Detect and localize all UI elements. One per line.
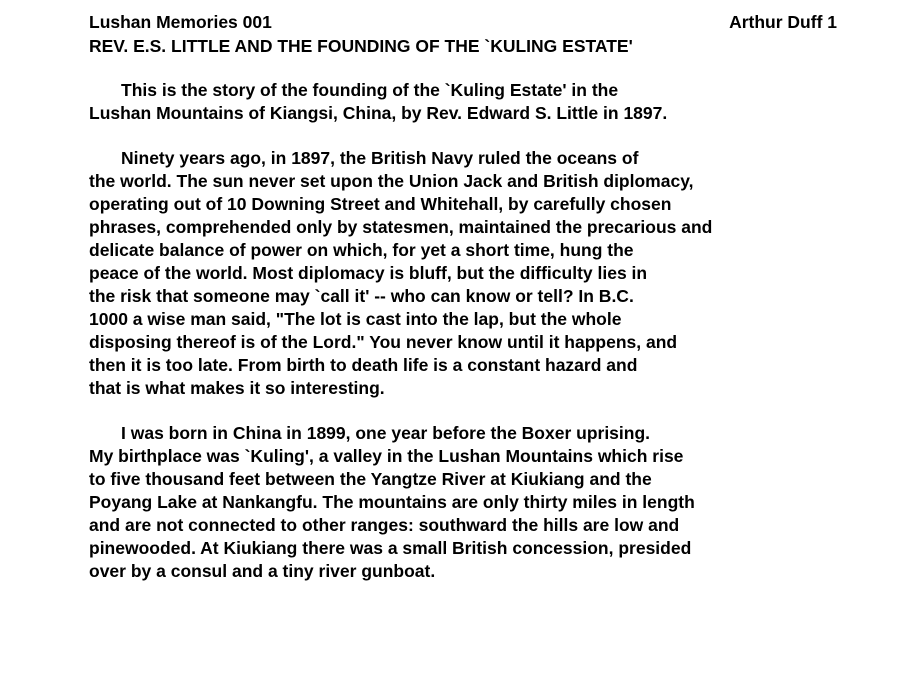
text-line: the world. The sun never set upon the Union Jack and British diplomacy, [89, 171, 694, 191]
text-line: I was born in China in 1899, one year before the Boxer uprising. [121, 423, 651, 443]
text-line: Ninety years ago, in 1897, the British Navy ruled the oceans of [121, 148, 639, 168]
document-title: REV. E.S. LITTLE AND THE FOUNDING OF THE `KULING ESTATE' [89, 36, 633, 56]
text-line: pinewooded. At Kiukiang there was a small British concession, presided [89, 538, 692, 558]
text-line: over by a consul and a tiny river gunboat. [89, 561, 436, 581]
text-line: peace of the world. Most diplomacy is bluff, but the difficulty lies in [89, 263, 648, 283]
text-line: to five thousand feet between the Yangtze River at Kiukiang and the [89, 469, 652, 489]
text-line: operating out of 10 Downing Street and Whitehall, by carefully chosen [89, 194, 672, 214]
paragraph-history [89, 147, 712, 400]
text-line: My birthplace was `Kuling', a valley in the Lushan Mountains which rise [89, 446, 684, 466]
text-line: and are not connected to other ranges: southward the hills are low and [89, 515, 680, 535]
text-line: that is what makes it so interesting. [89, 378, 385, 398]
text-line: This is the story of the founding of the `Kuling Estate' in the [121, 80, 619, 100]
text-line: phrases, comprehended only by statesmen, maintained the precarious and [89, 217, 713, 237]
text-line: the risk that someone may `call it' -- who can know or tell? In B.C. [89, 286, 634, 306]
paragraph-intro [89, 79, 667, 125]
text-line: 1000 a wise man said, "The lot is cast into the lap, but the whole [89, 309, 622, 329]
page-header [89, 11, 837, 33]
text-line: disposing thereof is of the Lord." You never know until it happens, and [89, 332, 678, 352]
series-label: Lushan Memories 001 [89, 12, 272, 32]
text-line: then it is too late. From birth to death life is a constant hazard and [89, 355, 638, 375]
author-page-number: Arthur Duff 1 [729, 12, 837, 32]
text-line: Poyang Lake at Nankangfu. The mountains are only thirty miles in length [89, 492, 695, 512]
text-line: Lushan Mountains of Kiangsi, China, by Rev. Edward S. Little in 1897. [89, 103, 668, 123]
text-line: delicate balance of power on which, for yet a short time, hung the [89, 240, 634, 260]
paragraph-birthplace [89, 422, 695, 583]
